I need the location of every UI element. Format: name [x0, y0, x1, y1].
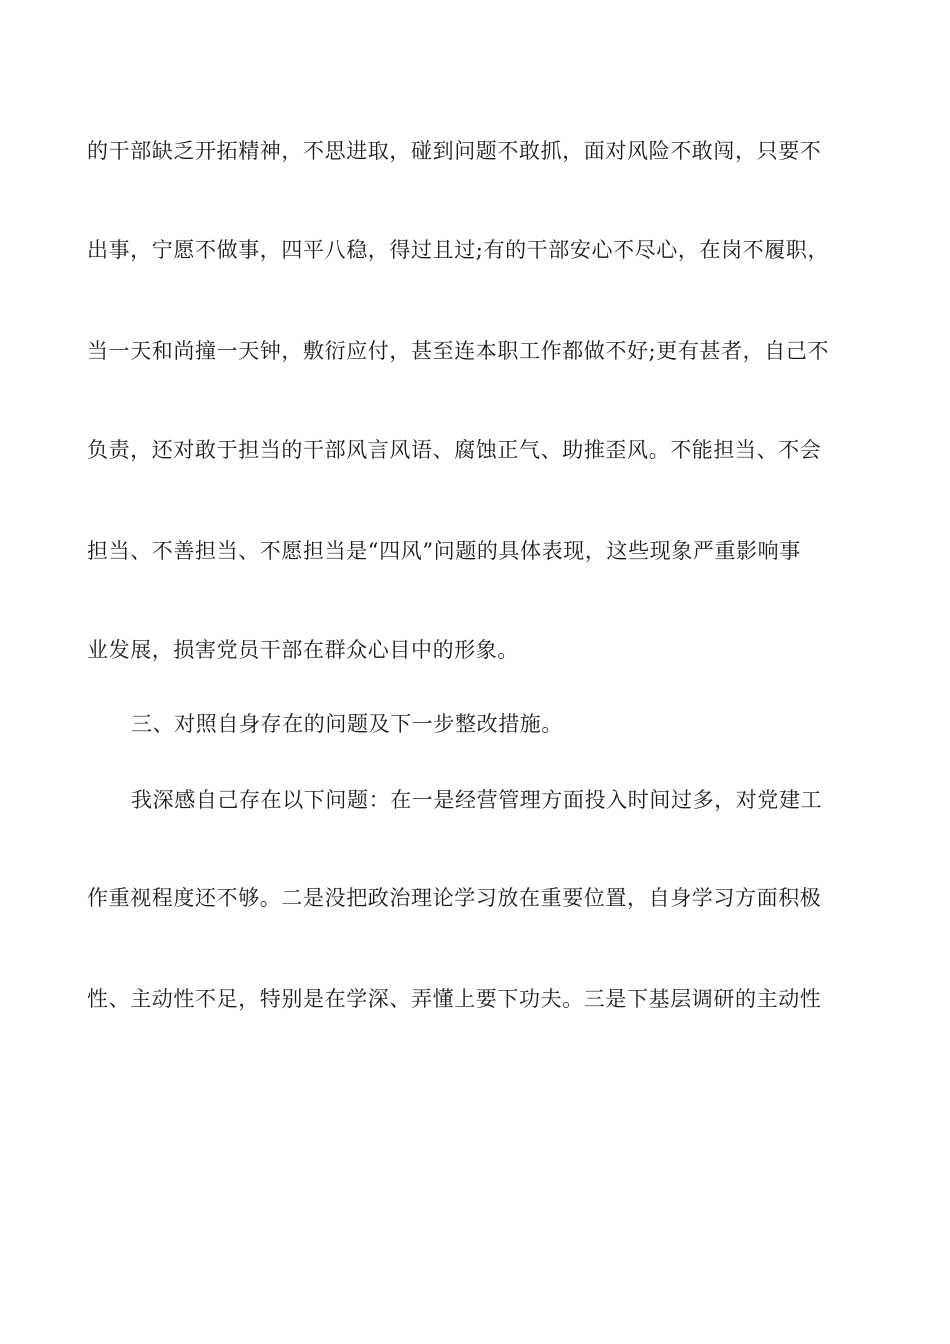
body-text-line: 出事，宁愿不做事，四平八稳，得过且过;有的干部安心不尽心，在岗不履职， [87, 238, 830, 262]
body-text-line: 当一天和尚撞一天钟，敷衍应付，甚至连本职工作都做不好;更有甚者，自己不 [87, 339, 830, 363]
body-text-line: 负责，还对敢于担当的干部风言风语、腐蚀正气、助推歪风。不能担当、不会 [87, 438, 822, 462]
section-heading: 三、对照自身存在的问题及下一步整改措施。 [131, 712, 563, 736]
body-text-line: 性、主动性不足，特别是在学深、弄懂上要下功夫。三是下基层调研的主动性 [87, 987, 822, 1011]
body-text-line: 的干部缺乏开拓精神，不思进取，碰到问题不敢抓，面对风险不敢闯，只要不 [87, 139, 822, 163]
body-text-line: 担当、不善担当、不愿担当是“四风”问题的具体表现，这些现象严重影响事 [87, 539, 801, 563]
body-text-line: 业发展，损害党员干部在群众心目中的形象。 [87, 638, 519, 662]
body-text-line: 作重视程度还不够。二是没把政治理论学习放在重要位置，自身学习方面积极 [87, 886, 822, 910]
paragraph-first-line: 我深感自己存在以下问题：在一是经营管理方面投入时间过多，对党建工 [131, 788, 823, 812]
